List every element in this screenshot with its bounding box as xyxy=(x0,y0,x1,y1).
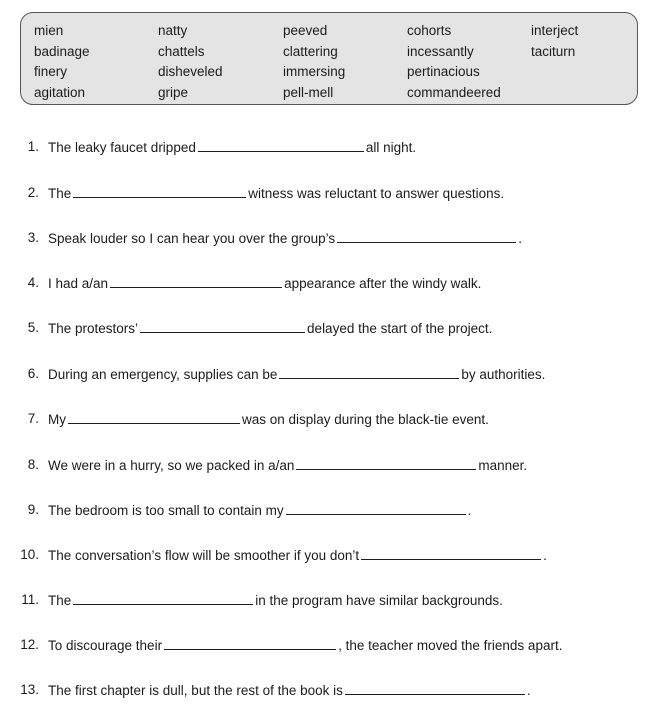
answer-blank[interactable] xyxy=(361,545,541,560)
word-bank-column xyxy=(531,21,578,62)
sentence-text xyxy=(48,590,503,611)
sentence-text xyxy=(48,273,481,294)
sentence-number: 11. xyxy=(21,592,39,607)
sentence-text xyxy=(48,364,545,385)
sentence-text xyxy=(48,137,416,158)
sentence-5 xyxy=(0,318,640,338)
sentence-9 xyxy=(0,500,640,520)
sentence-text-after: witness was reluctant to answer questions. xyxy=(248,186,505,201)
word-bank-word: immersing xyxy=(283,64,346,79)
sentence-number: 5. xyxy=(27,320,39,335)
word-bank-word: commandeered xyxy=(407,84,501,100)
word-bank-word: cohorts xyxy=(407,23,452,38)
sentence-12 xyxy=(0,635,640,655)
answer-blank[interactable] xyxy=(73,183,246,198)
word-bank-word: interject xyxy=(531,23,579,38)
sentence-number: 4. xyxy=(27,275,39,290)
sentence-text-before: The xyxy=(48,593,72,608)
sentence-text xyxy=(48,500,471,521)
sentence-text xyxy=(48,680,531,701)
answer-blank[interactable] xyxy=(110,273,282,288)
sentence-text-after: . xyxy=(526,683,531,698)
answer-blank[interactable] xyxy=(73,590,253,605)
sentence-text-after: appearance after the windy walk. xyxy=(284,276,482,291)
sentence-text xyxy=(48,228,522,249)
sentence-text-after: . xyxy=(467,503,472,518)
sentence-text-before: Speak louder so I can hear you over the group’s xyxy=(48,231,336,246)
sentence-text-after: in the program have similar backgrounds. xyxy=(255,593,503,608)
word-bank-word: mien xyxy=(34,23,64,38)
sentence-10 xyxy=(0,545,640,565)
sentence-6 xyxy=(0,364,640,384)
answer-blank[interactable] xyxy=(337,228,516,243)
sentence-text-before: We were in a hurry, so we packed in a/an xyxy=(48,458,295,473)
sentence-text xyxy=(48,635,562,656)
word-bank-column xyxy=(34,21,90,103)
sentence-text-before: The xyxy=(48,186,72,201)
sentence-text-before: The leaky faucet dripped xyxy=(48,140,196,155)
sentence-number: 9. xyxy=(27,502,39,517)
sentence-text-after: . xyxy=(543,548,547,563)
sentence-text-before: The bedroom is too small to contain my xyxy=(48,503,284,518)
sentence-text-after: all night. xyxy=(365,140,417,155)
word-bank-word: agitation xyxy=(34,84,86,100)
word-bank-word: finery xyxy=(34,64,68,79)
sentence-text-after: , the teacher moved the friends apart. xyxy=(338,638,563,653)
sentence-text-before: The conversation’s flow will be smoother if you don’t xyxy=(48,548,360,563)
answer-blank[interactable] xyxy=(164,635,336,650)
word-bank-word: peeved xyxy=(283,23,328,38)
word-bank-word: pell-mell xyxy=(283,84,334,100)
sentence-1 xyxy=(0,137,640,157)
sentence-text xyxy=(48,183,504,204)
sentence-11 xyxy=(0,590,640,610)
sentence-4 xyxy=(0,273,640,293)
sentence-text-after: . xyxy=(518,231,522,246)
sentence-number: 1. xyxy=(27,139,39,154)
word-bank-word: gripe xyxy=(158,84,189,100)
sentence-number: 2. xyxy=(27,185,39,200)
word-bank-word: natty xyxy=(158,23,188,38)
sentence-3 xyxy=(0,228,640,248)
sentence-text-before: My xyxy=(48,412,66,427)
answer-blank[interactable] xyxy=(198,137,364,152)
answer-blank[interactable] xyxy=(279,364,459,379)
sentence-text-before: The first chapter is dull, but the rest of the book is xyxy=(48,683,343,698)
sentence-text-after: was on display during the black-tie event. xyxy=(242,412,489,427)
sentence-number: 3. xyxy=(27,230,39,245)
sentence-text-before: During an emergency, supplies can be xyxy=(48,367,278,382)
sentence-number: 13. xyxy=(20,682,39,697)
sentence-text-after: by authorities. xyxy=(461,367,546,382)
word-bank-word: chattels xyxy=(158,43,205,59)
word-bank-column xyxy=(407,21,501,103)
sentence-text-after: manner. xyxy=(478,458,528,473)
sentence-number: 7. xyxy=(27,411,39,426)
sentence-2 xyxy=(0,183,640,203)
sentence-text xyxy=(48,545,547,566)
word-bank-word: disheveled xyxy=(158,64,223,79)
answer-blank[interactable] xyxy=(140,318,305,333)
sentence-text-before: To discourage their xyxy=(48,638,163,653)
sentence-text xyxy=(48,318,492,339)
answer-blank[interactable] xyxy=(286,500,466,515)
sentence-7 xyxy=(0,409,640,429)
answer-blank[interactable] xyxy=(68,409,240,424)
word-bank-column xyxy=(283,21,345,103)
sentence-text-after: delayed the start of the project. xyxy=(307,321,493,336)
word-bank xyxy=(20,12,638,105)
word-bank-word: clattering xyxy=(283,43,338,59)
word-bank-word: taciturn xyxy=(531,43,576,59)
sentence-text-before: The protestors’ xyxy=(48,321,139,336)
sentence-number: 8. xyxy=(27,457,39,472)
word-bank-column xyxy=(158,21,223,103)
sentence-number: 10. xyxy=(20,547,39,562)
sentence-8 xyxy=(0,455,640,475)
sentence-13 xyxy=(0,680,640,700)
word-bank-word: badinage xyxy=(34,43,90,59)
sentence-text-before: I had a/an xyxy=(48,276,109,291)
word-bank-word: pertinacious xyxy=(407,64,480,79)
sentence-text xyxy=(48,455,527,476)
answer-blank[interactable] xyxy=(296,455,476,470)
sentence-number: 6. xyxy=(27,366,39,381)
sentence-number: 12. xyxy=(20,637,39,652)
sentence-text xyxy=(48,409,489,430)
answer-blank[interactable] xyxy=(345,680,525,695)
word-bank-word: incessantly xyxy=(407,43,474,59)
